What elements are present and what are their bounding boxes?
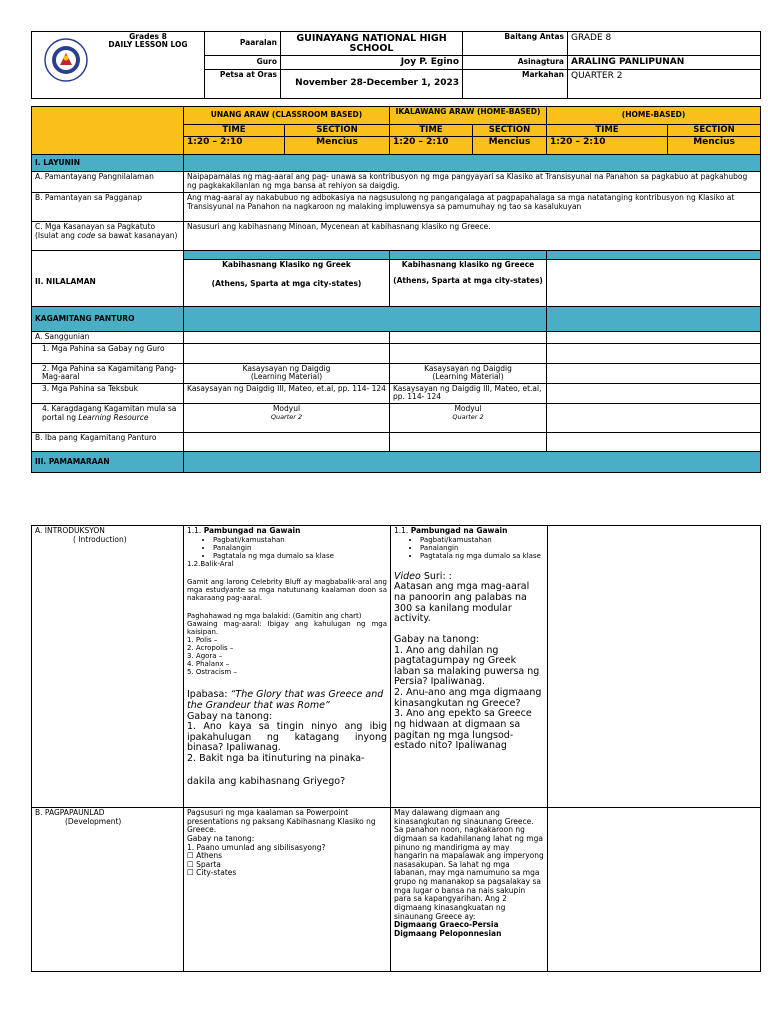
day3-header: (HOME-BASED) (547, 107, 761, 125)
baitang-label: Baitang Antas (463, 32, 568, 56)
modyul-label: Modyul (272, 404, 301, 414)
asignatura-value: ARALING PANLIPUNAN (568, 56, 761, 70)
gabay-ng-guro-label: 1. Mga Pahina sa Gabay ng Guro (32, 343, 184, 363)
nilalaman-heading: II. NILALAMAN (32, 259, 184, 306)
ipabasa-quote: “The Glory that was Greece and the Grandeur that was Rome” (187, 689, 384, 711)
list-item: • Pagtatala ng mga dumalo sa klase (420, 552, 544, 560)
digmaang-peloponnesian: Digmaang Peloponnesian (394, 928, 502, 938)
learning-material-title: Kasaysayan ng Daigdig (424, 363, 512, 373)
list-item: • Pagtatala ng mga dumalo sa klase (213, 552, 387, 560)
time-value-3: 1:20 – 2:10 (547, 136, 668, 154)
pagpapaunlad-day2 (391, 808, 548, 972)
kaisipan-3: 3. Agora – (187, 652, 223, 661)
athens-label: Athens (193, 851, 223, 861)
gabay-day1 (184, 343, 390, 363)
gabay-tanong-2: Gabay na tanong: (394, 633, 480, 645)
grade-title: Grades 8 (129, 32, 167, 41)
checkbox-icon: ☐ (187, 851, 194, 861)
tanong-3-1: 1. Paano umunlad ang sibilisasyong? (187, 842, 326, 852)
header-table (31, 31, 761, 99)
section-label-2: SECTION (473, 125, 547, 137)
balik-aral: 1.2.Balik-Aral (187, 559, 234, 568)
video-label: Video (394, 570, 421, 582)
tanong-2-1: 1. Ano ang dahilan ng pagtatagumpay ng Greek laban sa malaking puwersa ng Persia? Ipaliwanag. (394, 644, 540, 688)
introduksyon-day1 (184, 526, 391, 808)
digmaang-graeco-persia: Digmaang Graeco-Persia (394, 920, 499, 930)
iba-day1 (184, 433, 390, 452)
gabay-day2 (390, 343, 547, 363)
introduksyon-label: A. INTRODUKSYON (35, 526, 105, 535)
learning-material-sub: (Learning Material) (250, 372, 323, 382)
checkbox-icon: ☐ (187, 868, 194, 878)
time-label-2: TIME (390, 125, 473, 137)
nilalaman-bar-3 (547, 250, 761, 259)
paghahawad-text: Paghahawad ng mga balakid: (Gamitin ang chart) (187, 611, 362, 620)
karagdagang-day3 (547, 404, 761, 433)
iba-day2 (390, 433, 547, 452)
modyul-label: Modyul (454, 404, 482, 414)
teksbuk-day1: Kasaysayan ng Daigdig III, Mateo, et.al, pp. 114- 124 (184, 383, 390, 403)
layunin-heading: I. LAYUNIN (32, 154, 184, 171)
day2-header: IKALAWANG ARAW (HOME-BASED) (390, 107, 547, 125)
kagamitang-mag-aaral-day1 (184, 363, 390, 383)
baitang-value: GRADE 8 (568, 32, 761, 56)
tanong-1-2a: 2. Bakit nga ba itinuturing na pinaka- (187, 753, 365, 765)
pagpapaunlad-label: B. PAGPAPAUNLAD (35, 808, 105, 817)
pagpapaunlad-label-cell (32, 808, 184, 972)
pambungad-heading-1: 1.1. Pambungad na Gawain (187, 526, 301, 535)
nilalaman-day1-title: Kabihasnang Klasiko ng Greek (222, 259, 351, 269)
sanggunian-day1 (184, 331, 390, 343)
section-label-1: SECTION (285, 125, 390, 137)
gabay-tanong-1: Gabay na tanong: (187, 710, 273, 722)
pagpapaunlad-day1 (184, 808, 391, 972)
day1-header: UNANG ARAW (CLASSROOM BASED) (184, 107, 390, 125)
kagamitan-heading: KAGAMITANG PANTURO (32, 306, 184, 331)
pamamaraan-heading: III. PAMAMARAAN (32, 452, 184, 473)
karagdagang-day2 (390, 404, 547, 433)
nilalaman-day2 (390, 259, 547, 306)
petsa-label: Petsa at Oras (205, 70, 281, 99)
kaisipan-5: 5. Ostracism – (187, 668, 237, 677)
introduksyon-label-cell (32, 526, 184, 808)
teksbuk-day3 (547, 383, 761, 403)
digmaan-text: May dalawang digmaan ang kinasangkutan ng sinaunang Greece. Sa panahon noon, nagkakaroon ng digmaan sa kadahilanang lahat ng mga pinuno ng mandirigma ay may hangarin na mapalawak ang imperyong nasasakupan. Sa lahat ng mga labanan, may mga namumuno sa mga grupo ng mananakop sa pagsalakay sa mga lugar o bansa na nais sakupin para sa kapangyarihan. Ang 2 digmaang kinasangkuatan ng sinaunang Greece ay: (394, 808, 544, 921)
kaisipan-4: 4. Phalanx – (187, 660, 230, 669)
markahan-label: Markahan (463, 70, 568, 99)
pambungad-list-1 (187, 536, 387, 560)
guro-value: Joy P. Egino (281, 56, 463, 70)
video-rest: Suri: : (420, 570, 452, 582)
kagamitan-band-1 (184, 306, 547, 331)
kagamitang-mag-aaral-day3 (547, 363, 761, 383)
gawaing-text: Gawaing mag-aaral: Ibigay ang kahulugan ng mga kaisipan. (187, 620, 387, 637)
list-item: • Panalangin (213, 544, 387, 552)
tanong-2-3: 3. Ano ang epekto sa Greece ng hidwaan at digmaan sa pagitan ng mga lungsod-estado nito? Ipaliwanag (394, 708, 532, 752)
time-value-1: 1:20 – 2:10 (184, 136, 285, 154)
sanggunian-day3 (547, 331, 761, 343)
pagpapaunlad-sub: (Development) (65, 816, 122, 826)
section-value-2: Mencius (473, 136, 547, 154)
kagamitan-band-2 (547, 306, 761, 331)
kasanayan-text: Nasusuri ang kabihasnang Minoan, Mycenean at kabihasnang klasiko ng Greece. (184, 221, 761, 250)
learning-material-sub: (Learning Material) (432, 372, 504, 382)
grade-title-cell (32, 32, 205, 99)
pambungad-heading-2: 1.1. Pambungad na Gawain (394, 526, 508, 535)
asignatura-label: Asinagtura (463, 56, 568, 70)
tanong-2-2: 2. Anu-ano ang mga digmaang kinasangkutan ng Greece? (394, 687, 542, 709)
ipabasa-text (187, 690, 387, 711)
sparta-label: Sparta (193, 859, 221, 869)
checkbox-icon: ☐ (187, 859, 194, 869)
introduksyon-sub: ( Introduction) (73, 534, 127, 544)
nilalaman-day3 (547, 259, 761, 306)
section-value-3: Mencius (668, 136, 761, 154)
nilalaman-day2-sub: (Athens, Sparta at mga city-states) (393, 275, 543, 285)
quarter-label: Quarter 2 (452, 412, 484, 421)
pamantayan-sa-pagganap-label: B. Pamantayan sa Pagganap (32, 192, 184, 221)
kaisipan-2: 2. Acropolis – (187, 644, 234, 653)
learning-material-title: Kasaysayan ng Daigdig (242, 363, 331, 373)
introduksyon-day2 (391, 526, 548, 808)
sanggunian-label: A. Sanggunian (32, 331, 184, 343)
markahan-value: QUARTER 2 (568, 70, 761, 99)
nilalaman-bar-1 (184, 250, 390, 259)
teksbuk-label: 3. Mga Pahina sa Teksbuk (32, 383, 184, 403)
sanggunian-day2 (390, 331, 547, 343)
guro-label: Guro (205, 56, 281, 70)
nilalaman-spacer (32, 250, 184, 259)
corner-cell (32, 107, 184, 155)
section-label-3: SECTION (668, 125, 761, 137)
paaralan-value: GUINAYANG NATIONAL HIGH SCHOOL (281, 32, 463, 56)
pagpapaunlad-day3 (548, 808, 761, 972)
list-item: • Panalangin (420, 544, 544, 552)
city-states-label: City-states (193, 868, 237, 878)
celebrity-bluff-text: Gamit ang larong Celebrity Bluff ay magbabalik-aral ang mga estudyante sa mga natutunang kaalaman doon sa nakaraang pag-aaral. (187, 577, 387, 602)
video-instruction: Aatasan ang mga mag-aaral na panoorin ang palabas na 300 sa kanilang modular activity. (394, 581, 530, 625)
petsa-value: November 28-December 1, 2023 (281, 70, 463, 99)
karagdagang-day1 (184, 404, 390, 433)
list-item: • Pagbati/kamustahan (420, 536, 544, 544)
procedure-table (31, 525, 761, 972)
iba-pang-kagamitan-label: B. Iba pang Kagamitang Panturo (32, 433, 184, 452)
section-value-1: Mencius (285, 136, 390, 154)
tanong-1-1: 1. Ano kaya sa tingin ninyo ang ibig ipakahulugan ng katagang inyong binasa? Ipaliwanag. (187, 721, 387, 754)
pambungad-list-2 (394, 536, 544, 560)
nilalaman-day2-title: Kabihasnang klasiko ng Greece (401, 259, 535, 269)
time-value-2: 1:20 – 2:10 (390, 136, 473, 154)
pamantayang-pangnilalaman-label: A. Pamantayang Pangnilalaman (32, 171, 184, 192)
city-states-item (187, 869, 387, 878)
gabay-day3 (547, 343, 761, 363)
lesson-table (31, 106, 761, 473)
pagsusuri-text: Pagsusuri ng mga kaalaman sa Powerpoint presentations ng paksang Kabihasnang Klasiko ng Greece. (187, 808, 376, 835)
pamamaraan-band (184, 452, 761, 473)
paaralan-label: Paaralan (205, 32, 281, 56)
tanong-1-2b: dakila ang kabihasnang Griyego? (187, 775, 346, 787)
iba-day3 (547, 433, 761, 452)
list-item: • Pagbati/kamustahan (213, 536, 387, 544)
pamantayang-pangnilalaman-text: Naipapamalas ng mag-aaral ang pag- unawa sa kontribusyon ng mga pangyayari sa Klasiko at Transisyunal na Panahon sa pagkabuo at pagkahubog ng pagkakakilanlan ng mga bansa at rehiyon sa daigdig. (184, 171, 761, 192)
time-label-1: TIME (184, 125, 285, 137)
kaisipan-1: 1. Polis – (187, 636, 218, 645)
nilalaman-day1-sub: (Athens, Sparta at mga city-states) (211, 278, 362, 288)
introduksyon-day3 (548, 526, 761, 808)
quarter-label: Quarter 2 (270, 412, 303, 421)
gabay-tanong-3: Gabay na tanong: (187, 833, 255, 843)
ipabasa-label: Ipabasa: (187, 689, 231, 701)
karagdagang-kagamitan-label: 4. Karagdagang Kagamitan mula sa portal ng Learning Resource (32, 404, 184, 433)
teksbuk-day2: Kasaysayan ng Daigdig III, Mateo, et.al, pp. 114- 124 (390, 383, 547, 403)
nilalaman-day1 (184, 259, 390, 306)
layunin-band (184, 154, 761, 171)
log-title: DAILY LESSON LOG (108, 40, 188, 50)
time-label-3: TIME (547, 125, 668, 137)
kasanayan-label: C. Mga Kasanayan sa Pagkatuto (Isulat ang code sa bawat kasanayan) (32, 221, 184, 250)
kagamitang-mag-aaral-day2 (390, 363, 547, 383)
nilalaman-bar-2 (390, 250, 547, 259)
pamantayan-sa-pagganap-text: Ang mag-aaral ay nakabubuo ng adbokasiya na nagsusulong ng pangangalaga at pagpapahalaga sa mga natatanging kontribusyon ng Klasiko at Transisyunal na Panahon na nagkaroon ng malaking impluwensya sa pamumuhay ng tao sa kasalukuyan (184, 192, 761, 221)
kagamitang-mag-aaral-label: 2. Mga Pahina sa Kagamitang Pang-Mag-aaral (32, 363, 184, 383)
